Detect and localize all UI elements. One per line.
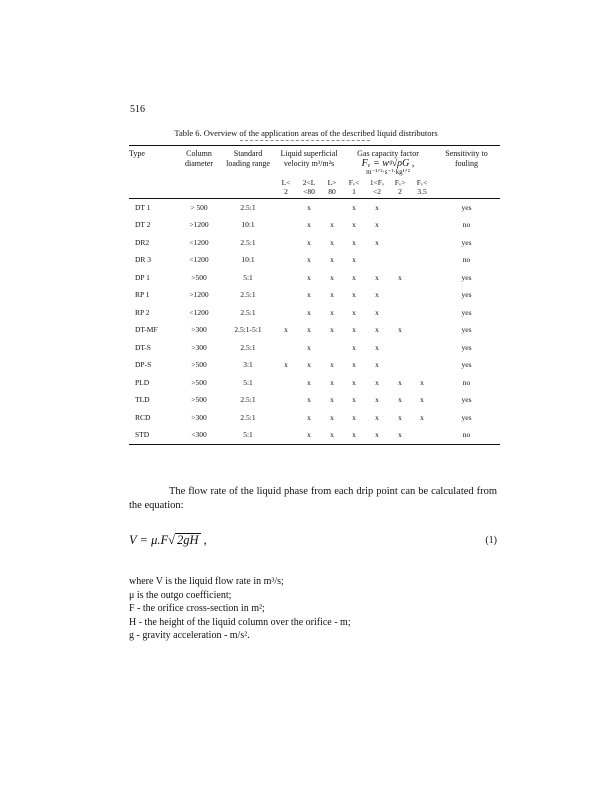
- cell-mark: [275, 198, 297, 216]
- cell-mark: x: [352, 412, 356, 422]
- cell-mark: [275, 234, 297, 252]
- cell-mark: x: [330, 272, 334, 282]
- cell-mark: [411, 269, 433, 287]
- cell-mark: x: [343, 426, 365, 444]
- cell-mark: [389, 339, 411, 357]
- cell-mark: [275, 374, 297, 392]
- cell-sensitivity: no: [462, 377, 471, 387]
- cell-mark: x: [297, 426, 321, 444]
- cell-loading: 3:1: [243, 360, 253, 370]
- cell-mark: [275, 339, 297, 357]
- gas-capacity-title: Gas capacity factor: [357, 149, 419, 158]
- cell-mark: x: [321, 426, 343, 444]
- cell-type: DP-S: [135, 360, 152, 370]
- cell-mark: x: [398, 272, 402, 282]
- table-row: [129, 304, 500, 322]
- cell-mark: x: [420, 377, 424, 387]
- cell-type: PLD: [135, 377, 150, 387]
- cell-mark: [389, 286, 411, 304]
- cell-mark: x: [307, 395, 311, 405]
- cell-mark: x: [375, 325, 379, 335]
- equation-number: (1): [485, 535, 497, 546]
- subheader-bottom: <80: [297, 187, 321, 199]
- cell-mark: x: [330, 220, 334, 230]
- header-liquid-velocity: Liquid superficial velocity m³/m²s: [275, 146, 343, 178]
- subheader-top: Fᵥ<: [416, 177, 428, 187]
- cell-mark: [411, 198, 433, 216]
- cell-type: DR2: [135, 237, 150, 247]
- cell-mark: x: [375, 237, 379, 247]
- cell-mark: x: [284, 325, 288, 335]
- cell-mark: x: [352, 237, 356, 247]
- cell-loading: 2.5:1-5:1: [234, 325, 262, 335]
- cell-mark: x: [307, 412, 311, 422]
- cell-mark: [321, 198, 343, 216]
- cell-mark: [411, 234, 433, 252]
- header-gas-capacity: [343, 146, 433, 178]
- cell-mark: [411, 251, 433, 269]
- cell-mark: [411, 216, 433, 234]
- cell-mark: [365, 251, 389, 269]
- cell-mark: [411, 356, 433, 374]
- cell-mark: x: [330, 395, 334, 405]
- definitions-list: [129, 575, 497, 643]
- cell-mark: x: [398, 412, 402, 422]
- cell-mark: x: [307, 342, 311, 352]
- cell-mark: x: [375, 290, 379, 300]
- cell-mark: [275, 269, 297, 287]
- cell-mark: x: [307, 272, 311, 282]
- cell-mark: [275, 304, 297, 322]
- cell-diameter: >500: [191, 272, 207, 282]
- cell-loading: 5:1: [221, 426, 275, 444]
- cell-mark: x: [365, 426, 389, 444]
- cell-diameter: <1200: [189, 255, 209, 265]
- cell-loading: 2.5:1: [240, 412, 256, 422]
- cell-mark: [411, 304, 433, 322]
- cell-loading: 2.5:1: [240, 202, 256, 212]
- cell-loading: 10:1: [241, 220, 255, 230]
- table-row: [129, 216, 500, 234]
- cell-mark: x: [352, 255, 356, 265]
- gas-capacity-formula: Fᵥ = wᵍ√ρG ,: [361, 157, 415, 169]
- subheader-top: 1<Fᵥ: [369, 177, 385, 187]
- definition-line: g - gravity acceleration - m/s².: [129, 630, 250, 641]
- cell-diameter: >500: [191, 360, 207, 370]
- cell-diameter: >500: [191, 395, 207, 405]
- cell-mark: [389, 198, 411, 216]
- cell-mark: x: [375, 342, 379, 352]
- table-row: [129, 391, 500, 409]
- cell-type: RP 2: [135, 307, 150, 317]
- sqrt-symbol: √: [168, 533, 176, 547]
- cell-mark: x: [307, 255, 311, 265]
- gas-capacity-units: m⁻¹ᐟ²·s⁻¹·kg¹ᐟ²: [366, 168, 410, 176]
- subheader-bottom: 2: [275, 187, 297, 199]
- table-body: [129, 198, 500, 444]
- cell-mark: x: [420, 412, 424, 422]
- cell-mark: [389, 304, 411, 322]
- cell-mark: x: [307, 307, 311, 317]
- table-row: [129, 269, 500, 287]
- cell-sensitivity: yes: [461, 307, 472, 317]
- equation-1: [129, 533, 497, 548]
- cell-mark: x: [420, 395, 424, 405]
- cell-mark: x: [307, 325, 311, 335]
- subheader-top: 2<L: [302, 177, 316, 187]
- subheader-top: Fᵥ<: [348, 177, 360, 187]
- cell-mark: x: [389, 426, 411, 444]
- cell-type: DP 1: [135, 272, 150, 282]
- cell-type: TLD: [135, 395, 150, 405]
- definition-line: F - the orifice cross-section in m²;: [129, 603, 265, 614]
- cell-mark: x: [307, 360, 311, 370]
- cell-loading: 5:1: [243, 272, 253, 282]
- cell-mark: [411, 426, 433, 444]
- table-row: [129, 426, 500, 444]
- cell-diameter: <1200: [189, 307, 209, 317]
- table-header-row: [129, 146, 500, 178]
- cell-type: RCD: [135, 412, 151, 422]
- subheader-bottom: 3.5: [411, 187, 433, 199]
- equation-trail: ,: [200, 533, 207, 547]
- cell-mark: x: [375, 377, 379, 387]
- cell-mark: [411, 339, 433, 357]
- cell-mark: x: [375, 202, 379, 212]
- cell-mark: [321, 339, 343, 357]
- subheader-row-top: [129, 178, 500, 187]
- subheader-bottom: 2: [389, 187, 411, 199]
- cell-mark: x: [375, 395, 379, 405]
- cell-mark: x: [375, 307, 379, 317]
- cell-mark: x: [398, 325, 402, 335]
- header-column-diameter: Column diameter: [177, 146, 221, 178]
- cell-mark: [275, 391, 297, 409]
- cell-sensitivity: yes: [461, 290, 472, 300]
- body-paragraph: The flow rate of the liquid phase from each drip point can be calculated from the equation:: [129, 486, 497, 511]
- cell-mark: x: [352, 377, 356, 387]
- cell-diameter: >1200: [189, 220, 209, 230]
- subheader-bottom: 1: [343, 187, 365, 199]
- cell-mark: x: [375, 412, 379, 422]
- equation-lhs: V = μ.F: [129, 533, 169, 547]
- table-row: [129, 198, 500, 216]
- table-row: [129, 409, 500, 427]
- cell-loading: 10:1: [241, 255, 255, 265]
- cell-mark: x: [398, 377, 402, 387]
- cell-mark: [389, 356, 411, 374]
- cell-type: DT 2: [135, 220, 151, 230]
- cell-mark: [389, 234, 411, 252]
- cell-sensitivity: yes: [461, 272, 472, 282]
- definition-line: H - the height of the liquid column over the orifice - m;: [129, 616, 351, 628]
- cell-type: DR 3: [135, 255, 152, 265]
- cell-loading: 5:1: [243, 377, 253, 387]
- cell-diameter: >300: [191, 342, 207, 352]
- cell-diameter: <1200: [189, 237, 209, 247]
- cell-diameter: >300: [191, 325, 207, 335]
- cell-mark: x: [375, 272, 379, 282]
- cell-type: RP 1: [135, 290, 150, 300]
- cell-mark: x: [330, 237, 334, 247]
- cell-mark: x: [330, 307, 334, 317]
- cell-diameter: <300: [177, 426, 221, 444]
- cell-mark: x: [375, 220, 379, 230]
- table-row: [129, 286, 500, 304]
- cell-type: DT-S: [135, 342, 151, 352]
- cell-mark: [411, 321, 433, 339]
- cell-mark: x: [352, 325, 356, 335]
- cell-mark: [275, 409, 297, 427]
- cell-mark: x: [284, 360, 288, 370]
- subheader-row-bottom: [129, 187, 500, 199]
- table-row: [129, 251, 500, 269]
- cell-mark: x: [352, 307, 356, 317]
- cell-mark: x: [307, 202, 311, 212]
- cell-mark: [275, 251, 297, 269]
- definition-line: where V is the liquid flow rate in m³/s;: [129, 576, 284, 587]
- table-row: [129, 356, 500, 374]
- cell-mark: [275, 216, 297, 234]
- header-type: Type: [129, 146, 177, 178]
- cell-mark: x: [352, 202, 356, 212]
- cell-diameter: >300: [191, 412, 207, 422]
- cell-sensitivity: yes: [461, 325, 472, 335]
- cell-mark: [389, 251, 411, 269]
- cell-type: DT 1: [135, 202, 151, 212]
- cell-mark: x: [330, 377, 334, 387]
- cell-mark: x: [375, 360, 379, 370]
- cell-mark: x: [307, 220, 311, 230]
- cell-mark: x: [307, 377, 311, 387]
- cell-sensitivity: no: [433, 426, 500, 444]
- table-row: [129, 374, 500, 392]
- cell-type: STD: [129, 426, 177, 444]
- cell-mark: x: [352, 290, 356, 300]
- cell-loading: 2.5:1: [240, 237, 256, 247]
- cell-mark: x: [352, 342, 356, 352]
- cell-loading: 2.5:1: [240, 342, 256, 352]
- subheader-bottom: 80: [321, 187, 343, 199]
- cell-mark: [275, 286, 297, 304]
- cell-loading: 2.5:1: [240, 290, 256, 300]
- subheader-top: L>: [327, 177, 337, 187]
- cell-loading: 2.5:1: [240, 395, 256, 405]
- cell-mark: x: [330, 290, 334, 300]
- cell-sensitivity: yes: [461, 395, 472, 405]
- cell-mark: x: [330, 360, 334, 370]
- cell-sensitivity: no: [462, 220, 471, 230]
- subheader-bottom: <2: [365, 187, 389, 199]
- cell-mark: x: [352, 395, 356, 405]
- cell-mark: x: [352, 272, 356, 282]
- cell-mark: [411, 286, 433, 304]
- cell-sensitivity: yes: [461, 342, 472, 352]
- subheader-top: Fᵥ>: [394, 177, 406, 187]
- header-standard-loading: Standard loading range: [221, 146, 275, 178]
- cell-sensitivity: yes: [461, 237, 472, 247]
- table-row: [129, 321, 500, 339]
- table-caption: Table 6. Overview of the application areas of the described liquid distributors: [174, 128, 438, 138]
- cell-mark: x: [352, 360, 356, 370]
- cell-mark: x: [398, 395, 402, 405]
- cell-sensitivity: yes: [461, 360, 472, 370]
- equation-radicand: 2gH: [177, 533, 199, 547]
- distributor-table: [129, 145, 500, 445]
- cell-sensitivity: yes: [461, 412, 472, 422]
- cell-sensitivity: yes: [461, 202, 472, 212]
- cell-mark: [389, 216, 411, 234]
- cell-mark: x: [330, 255, 334, 265]
- definition-line: μ is the outgo coefficient;: [129, 589, 232, 601]
- cell-mark: x: [352, 220, 356, 230]
- cell-loading: 2.5:1: [240, 307, 256, 317]
- cell-mark: x: [330, 325, 334, 335]
- cell-mark: x: [330, 412, 334, 422]
- cell-sensitivity: no: [462, 255, 471, 265]
- subheader-top: L<: [281, 177, 291, 187]
- cell-type: DT-MF: [135, 325, 158, 335]
- cell-mark: x: [307, 290, 311, 300]
- cell-mark: [275, 426, 297, 444]
- cell-diameter: >500: [191, 377, 207, 387]
- cell-mark: x: [307, 237, 311, 247]
- cell-diameter: >1200: [189, 290, 209, 300]
- page-number: 516: [130, 104, 145, 115]
- table-row: [129, 234, 500, 252]
- table-row: [129, 339, 500, 357]
- header-sensitivity: Sensitivity to fouling: [433, 146, 500, 178]
- cell-diameter: > 500: [190, 202, 208, 212]
- caption-divider: [240, 140, 370, 141]
